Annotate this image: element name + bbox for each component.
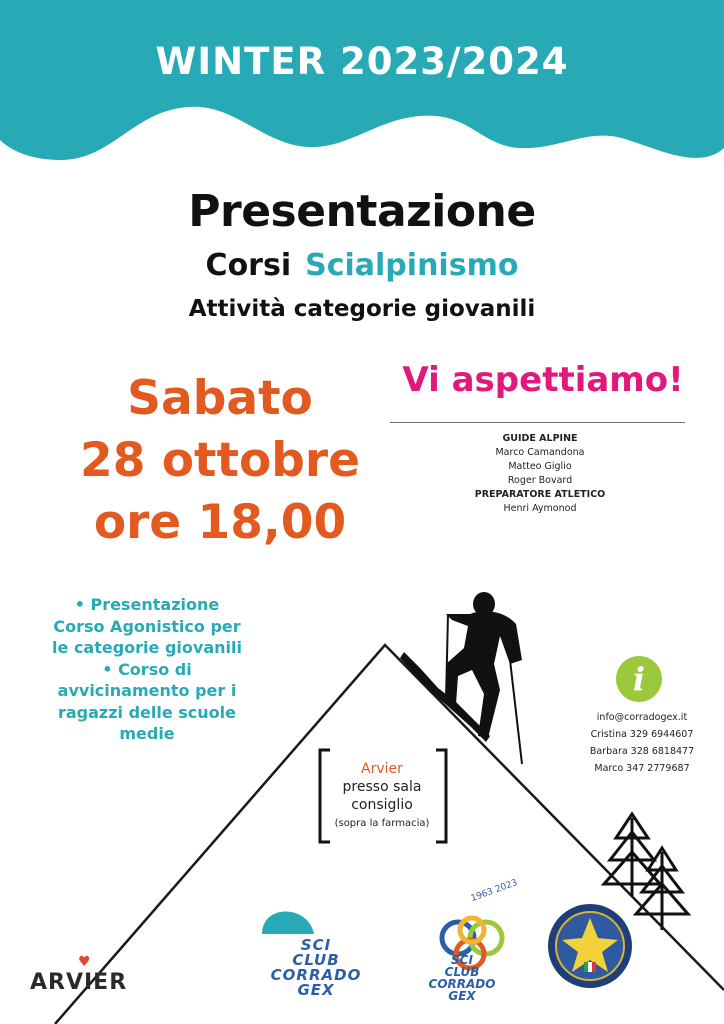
staff-list xyxy=(430,432,650,516)
guide-name: Roger Bovard xyxy=(507,475,573,486)
contact-phone: Barbara 328 6818477 xyxy=(589,746,695,757)
location-place: presso sala consiglio xyxy=(342,779,422,813)
trainer-heading: PREPARATORE ATLETICO xyxy=(474,489,606,500)
ski-mountaineering-word: Scialpinismo xyxy=(305,248,519,283)
sci-club-logo-emblem xyxy=(262,912,314,935)
activity-item: • Corso di avvicinamento per i ragazzi delle scuole medie xyxy=(57,659,237,743)
anniversary-logo-line: CLUB xyxy=(444,965,480,979)
presentation-title: Presentazione xyxy=(188,186,536,237)
guides-heading: GUIDE ALPINE xyxy=(502,433,578,444)
event-date: 28 ottobre xyxy=(80,433,360,488)
anniversary-logo-line: SCI xyxy=(451,953,473,967)
heart-icon: ♥ xyxy=(78,954,91,970)
info-icon: i xyxy=(616,656,662,702)
anniversary-logo-line: GEX xyxy=(448,989,476,1003)
location-block xyxy=(318,760,446,834)
contact-block xyxy=(562,709,722,777)
sci-club-logo xyxy=(252,938,380,998)
pine-trees-icon xyxy=(604,814,688,930)
event-date-block xyxy=(40,368,400,554)
welcome-message: Vi aspettiamo! xyxy=(402,360,684,400)
youth-activities-subtitle: Attività categorie giovanili xyxy=(188,296,536,322)
divider-line xyxy=(390,422,685,423)
location-note: (sopra la farmacia) xyxy=(334,818,430,829)
event-day: Sabato xyxy=(127,371,313,426)
contact-phone: Marco 347 2779687 xyxy=(594,763,690,774)
ski-pole-right xyxy=(510,660,522,764)
activity-list xyxy=(52,594,242,745)
anniversary-logo xyxy=(412,954,512,1002)
contact-phone: Cristina 329 6944607 xyxy=(590,729,694,740)
location-town: Arvier xyxy=(361,761,403,777)
guide-name: Marco Camandona xyxy=(495,447,585,458)
activity-item: • Presentazione Corso Agonistico per le categorie giovanili xyxy=(52,595,242,657)
anniversary-years: 1963 2023 xyxy=(469,877,519,905)
arvier-logo: ARVIER xyxy=(30,970,128,995)
sci-club-logo-line: CORRADO xyxy=(270,966,362,984)
guide-badge xyxy=(548,904,632,988)
event-time: ore 18,00 xyxy=(93,495,347,550)
sci-club-logo-line: CLUB xyxy=(292,951,340,969)
trainer-name: Henri Aymonod xyxy=(503,503,577,514)
guide-name: Matteo Giglio xyxy=(508,461,572,472)
season-title: WINTER 2023/2024 xyxy=(155,40,569,83)
contact-email[interactable]: info@corradogex.it xyxy=(596,712,688,723)
sci-club-logo-line: SCI xyxy=(300,936,332,954)
skier-silhouette-icon xyxy=(400,592,522,742)
courses-heading xyxy=(0,248,724,283)
sci-club-logo-line: GEX xyxy=(297,981,335,999)
courses-word: Corsi xyxy=(205,248,292,283)
anniversary-logo-line: CORRADO xyxy=(428,977,496,991)
